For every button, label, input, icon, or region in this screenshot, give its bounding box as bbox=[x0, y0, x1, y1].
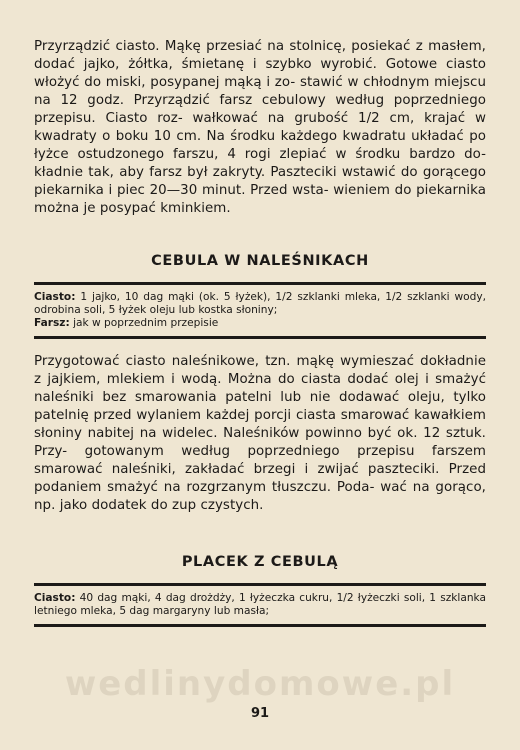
section-heading-placek-z-cebula: PLACEK Z CEBULĄ bbox=[181, 554, 339, 570]
ingredient-text: 1 jajko, 10 dag mąki (ok. 5 łyżek), 1/2 szklanki mleka, 1/2 szklanki wody, odrobina soli, 5 łyżek oleju lub kostka słoniny; bbox=[34, 291, 486, 316]
ingredient-line-ciasto bbox=[34, 291, 486, 317]
ingredient-line-ciasto bbox=[34, 592, 486, 618]
ingredient-label: Farsz: bbox=[34, 317, 70, 329]
ingredient-label: Ciasto: bbox=[34, 592, 76, 604]
watermark: wedlinydomowe.pl bbox=[64, 664, 456, 704]
recipe-instructions-cebula-w-nalesnikach: Przygotować ciasto naleśnikowe, tzn. mąkę wymieszać dokładnie z jajkiem, mlekiem i wodą. Można do ciasta dodać olej i smażyć naleśniki bez smarowania patelni lub nie dodawać oleju, tylko patelnię przed wylaniem każdej porcji ciasta smarować kawałkiem słoniny nabitej na widelec. Naleśników powinno być ok. 12 sztuk. Przy- gotowanym według poprzedniego przepisu farszem smarować naleśniki, zakładać brzegi i zwijać paszteciki. Przed podaniem smażyć na rozgrzanym tłuszczu. Poda- wać na gorąco, np. jako dodatek do zup czystych. bbox=[34, 354, 486, 513]
ingredient-line-farsz bbox=[34, 317, 486, 330]
ingredient-text: jak w poprzednim przepisie bbox=[73, 317, 219, 329]
recipe-paragraph-continued: Przyrządzić ciasto. Mąkę przesiać na stolnicę, posiekać z masłem, dodać jajko, żółtka, śmietanę i szybko wyrobić. Gotowe ciasto włożyć do miski, posypanej mąką i zo- stawić w chłodnym miejscu na 12 godz. Przyrządzić farsz cebulowy według poprzedniego przepisu. Ciasto roz- wałkować na grubość 1/2 cm, krajać w kwadraty o boku 10 cm. Na środku każdego kwadratu układać po łyżce ostudzonego farszu, 4 rogi zlepiać w środku bardzo do- kładnie tak, aby farsz był zakryty. Paszteciki wstawić do gorącego piekarnika i piec 20—30 minut. Przed wsta- wieniem do piekarnika można je posypać kminkiem. bbox=[34, 39, 486, 216]
section-heading-cebula-w-nalesnikach: CEBULA W NALEŚNIKACH bbox=[151, 253, 369, 269]
ingredient-label: Ciasto: bbox=[34, 291, 76, 303]
ingredient-text: 40 dag mąki, 4 dag drożdży, 1 łyżeczka cukru, 1/2 łyżeczki soli, 1 szklanka letniego mleka, 5 dag margaryny lub masła; bbox=[34, 592, 487, 617]
page-number: 91 bbox=[250, 706, 270, 721]
ingredients-block-cebula-w-nalesnikach bbox=[34, 282, 486, 339]
ingredients-block-placek-z-cebula bbox=[34, 583, 486, 627]
